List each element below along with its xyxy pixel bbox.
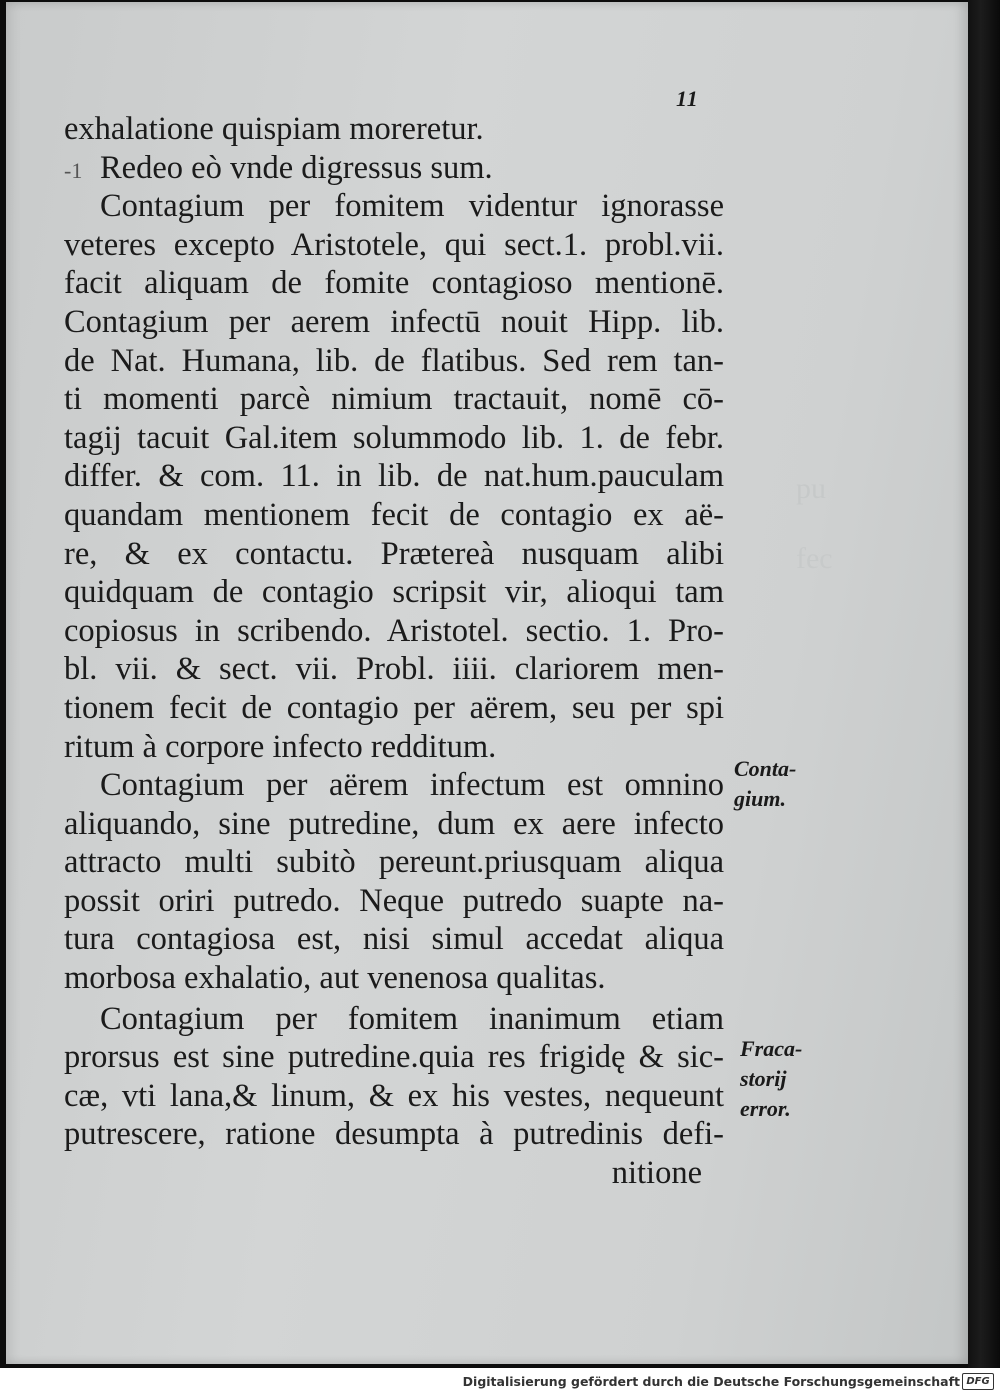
- text-line: quandam mentionem fecit de contagio ex aë-: [64, 496, 724, 533]
- paragraph-start: Contagium per fomitem videntur ignorasse: [100, 188, 724, 225]
- text-line: morbosa exhalatio, aut venenosa qualitas.: [64, 960, 606, 997]
- text-line: differ. & com. 11. in lib. de nat.hum.pauculam: [64, 458, 724, 495]
- text-line: ritum à corpore infecto redditum.: [64, 728, 497, 765]
- main-text: [64, 110, 724, 1193]
- paragraph-start: Contagium per fomitem inanimum etiam: [100, 1000, 724, 1037]
- text-line: exhalatione quispiam moreretur.: [64, 111, 484, 147]
- catchword: nitione: [611, 1155, 702, 1192]
- text-line: attracto multi subitò pereunt.priusquam aliqua: [64, 844, 724, 881]
- text-line: tionem fecit de contagio per aërem, seu per spi: [64, 689, 724, 726]
- text-line: -1 Redeo eò vnde digressus sum.: [64, 149, 724, 188]
- bleed-through: fec: [796, 542, 833, 575]
- text-line: aliquando, sine putredine, dum ex aere infecto: [64, 805, 724, 842]
- text-line: tagij tacuit Gal.item solummodo lib. 1. de febr.: [64, 419, 724, 456]
- text-line: bl. vii. & sect. vii. Probl. iiii. clariorem men-: [64, 651, 724, 688]
- text-line: re, & ex contactu. Prætereà nusquam alibi: [64, 535, 724, 572]
- funding-credit: Digitalisierung gefördert durch die Deutsche Forschungsgemeinschaft: [462, 1374, 960, 1389]
- bleed-through: pu: [796, 472, 826, 505]
- text-line: tura contagiosa est, nisi simul accedat aliqua: [64, 921, 724, 958]
- text-line: cæ, vti lana,& linum, & ex his vestes, nequeunt: [64, 1077, 724, 1114]
- text-line: quidquam de contagio scripsit vir, alioqui tam: [64, 574, 724, 611]
- margin-note-contagium: Conta- gium.: [734, 756, 797, 811]
- text-line: ti momenti parcè nimium tractauit, nomē cō-: [64, 381, 724, 418]
- text-line: putrescere, ratione desumpta à putredinis defi-: [64, 1116, 724, 1153]
- text-line: prorsus est sine putredine.quia res frigidę & sic-: [64, 1039, 724, 1076]
- text-line: veteres excepto Aristotele, qui sect.1. probl.vii.: [64, 226, 724, 263]
- text-line: copiosus in scribendo. Aristotel. sectio. 1. Pro-: [64, 612, 724, 649]
- footer-bar: [0, 1368, 1000, 1395]
- paragraph-start: Contagium per aërem infectum est omnino: [100, 767, 724, 804]
- text-line: de Nat. Humana, lib. de flatibus. Sed rem tan-: [64, 342, 724, 379]
- line-marker: -1: [64, 157, 83, 183]
- text-line: Contagium per aerem infectū nouit Hipp. lib.: [64, 303, 724, 340]
- page-edge: [968, 0, 1000, 1368]
- margin-note-fracastorii: Fraca- storij error.: [740, 1036, 803, 1121]
- page-number: 11: [676, 86, 699, 111]
- text-line: possit oriri putredo. Neque putredo suapte na-: [64, 882, 724, 919]
- dfg-logo-icon: DFG: [962, 1373, 994, 1390]
- text-line: facit aliquam de fomite contagioso mentionē.: [64, 265, 724, 302]
